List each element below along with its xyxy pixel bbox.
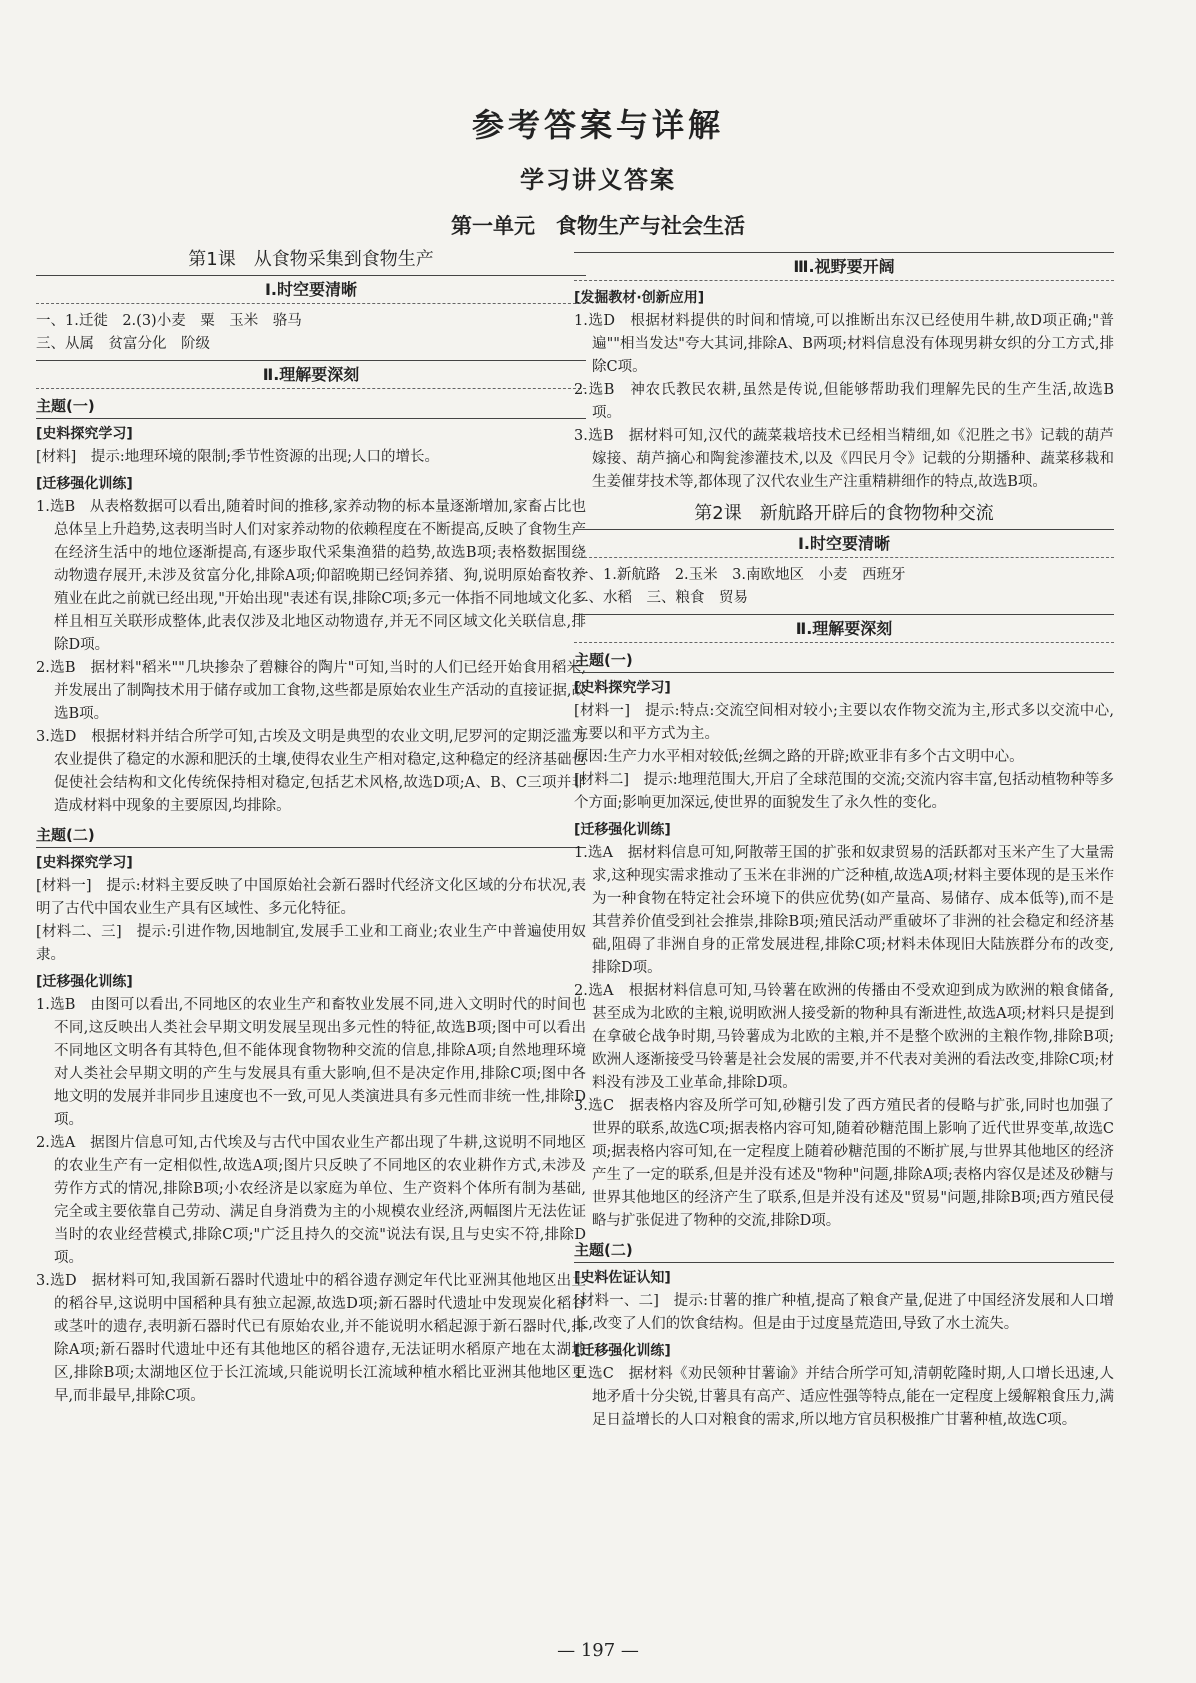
tag-label: [迁移强化训练] <box>574 1343 671 1359</box>
tag-label: [史料探究学习] <box>574 680 671 696</box>
topic-heading: 主题(一) <box>574 649 1114 673</box>
page-number: — 197 — <box>557 1640 639 1661</box>
tag-label: [迁移强化训练] <box>36 974 133 990</box>
page-subtitle: 学习讲义答案 <box>520 166 676 194</box>
section-timespace: Ⅰ.时空要清晰 <box>36 275 586 304</box>
answer-item: 2.选B 神农氏教民农耕,虽然是传说,但能够帮助我们理解先民的生产生活,故选B项。 <box>574 382 1114 421</box>
topic-heading: 主题(二) <box>36 824 586 848</box>
topic-heading: 主题(二) <box>574 1239 1114 1263</box>
answer-item: 3.选D 据材料可知,我国新石器时代遗址中的稻谷遗存测定年代比亚洲其他地区出土的稻谷早,这说明中国稻种具有独立起源,故选D项;新石器时代遗址中发现炭化稻谷或茎叶的遗存,表明新石器时代已有原始农业,并不能说明水稻起源于新石器时代,排除A项;新石器时代遗址中还有其他地区的稻谷遗存,无法证明水稻原产地在太湖地区,排除B项;太湖地区位于长江流域,只能说明长江流域种植水稻比亚洲其他地区更早,而非最早,排除C项。 <box>36 1273 586 1404</box>
tag-label: [迁移强化训练] <box>36 476 133 492</box>
material-hint: [材料] 提示:地理环境的限制;季节性资源的出现;人口的增长。 <box>36 449 439 465</box>
answer-item: 2.选A 据图片信息可知,古代埃及与古代中国农业生产都出现了牛耕,这说明不同地区的农业生产有一定相似性,故选A项;图片只反映了不同地区的农业耕作方式,未涉及劳作方式的情况,排除B项;小农经济是以家庭为单位、生产资料个体所有制为基础,完全或主要依靠自己劳动、满足自身消费为主的小规模农业经济,两幅图片无法佐证当时的农业经营模式,排除C项;"广泛且持久的交流"说法有误,且与史实不符,排除D项。 <box>36 1135 586 1266</box>
answer-line: 二、水稻 三、粮食 贸易 <box>574 590 748 606</box>
material-hint: [材料二、三] 提示:引进作物,因地制宜,发展手工业和工商业;农业生产中普遍使用奴隶。 <box>36 924 586 963</box>
answer-item: 1.选C 据材料《劝民领种甘薯谕》并结合所学可知,清朝乾隆时期,人口增长迅速,人地矛盾十分尖锐,甘薯具有高产、适应性强等特点,能在一定程度上缓解粮食压力,满足日益增长的人口对粮食的需求,所以地方官员积极推广甘薯种植,故选C项。 <box>574 1366 1114 1428</box>
unit-heading: 第一单元 食物生产与社会生活 <box>451 214 745 238</box>
answer-line: 一、1.迁徙 2.(3)小麦 粟 玉米 骆马 <box>36 313 302 329</box>
answer-item: 1.选B 从表格数据可以看出,随着时间的推移,家养动物的标本量逐渐增加,家畜占比也总体呈上升趋势,这表明当时人们对家养动物的依赖程度在不断提高,反映了食物生产在经济生活中的地位逐渐提高,有逐步取代采集渔猎的趋势,故选B项;表格数据围绕动物遗存展开,未涉及贫富分化,排除A项;仰韶晚期已经饲养猪、狗,说明原始畜牧养殖业在此之前就已经出现,"开始出现"表述有误,排除C项;多元一体指不同地域文化多样且相互关联形成整体,此表仅涉及北地区动物遗存,并无不同区域文化关联信息,排除D项。 <box>36 499 586 653</box>
topic-heading: 主题(一) <box>36 395 586 419</box>
material-hint: [材料二] 提示:地理范围大,开启了全球范围的交流;交流内容丰富,包括动植物种等多个方面;影响更加深远,使世界的面貌发生了永久性的变化。 <box>574 772 1114 811</box>
answer-item: 3.选B 据材料可知,汉代的蔬菜栽培技术已经相当精细,如《氾胜之书》记载的葫芦嫁接、葫芦摘心和陶瓮渗灌技术,以及《四民月令》记载的分期播种、蔬菜移栽和生姜催芽技术等,都体现了汉代农业生产注重精耕细作的特点,故选B项。 <box>574 428 1114 490</box>
section-understanding: Ⅱ.理解要深刻 <box>36 360 586 389</box>
answer-item: 1.选B 由图可以看出,不同地区的农业生产和畜牧业发展不同,进入文明时代的时间也不同,这反映出人类社会早期文明发展呈现出多元性的特征,故选B项;图中可以看出不同地区文明各有其特色,但不能体现食物物种交流的信息,排除A项;自然地理环境对人类社会早期文明的产生与发展具有重大影响,但不是决定作用,排除C项;图中各地文明的发展并非同步且速度也不一致,可见人类演进具有多元性而非统一性,排除D项。 <box>36 997 586 1128</box>
material-hint: 原因:生产力水平相对较低;丝绸之路的开辟;欧亚非有多个古文明中心。 <box>574 749 1024 765</box>
tag-label: [史料探究学习] <box>36 855 133 871</box>
material-hint: [材料一] 提示:特点:交流空间相对较小;主要以农作物交流为主,形式多以交流中心,主要以和平方式为主。 <box>574 703 1114 742</box>
tag-label: [迁移强化训练] <box>574 822 671 838</box>
lesson-2-heading: 第2课 新航路开辟后的食物物种交流 <box>694 503 994 524</box>
answer-line: 三、从属 贫富分化 阶级 <box>36 336 210 352</box>
answer-item: 1.选D 根据材料提供的时间和情境,可以推断出东汉已经使用牛耕,故D项正确;"普遍""相当发达"夸大其词,排除A、B两项;材料信息没有体现男耕女织的分工方式,排除C项。 <box>574 313 1114 375</box>
left-column <box>36 248 586 1408</box>
answer-item: 3.选C 据表格内容及所学可知,砂糖引发了西方殖民者的侵略与扩张,同时也加强了世界的联系,故选C项;据表格内容可知,随着砂糖范围上影响了近代世界变革,故选C项;据表格内容可知,在一定程度上随着砂糖范围的不断扩展,与世界其他地区的经济产生了一定的联系,但是并没有述及"物种"问题,排除A项;表格内容仅是述及砂糖与世界其他地区的经济产生了联系,但是并没有述及"贸易"问题,排除B项;西方殖民侵略与扩张促进了物种的交流,排除D项。 <box>574 1098 1114 1229</box>
lesson-1-heading: 第1课 从食物采集到食物生产 <box>188 249 434 270</box>
right-column <box>574 248 1114 1432</box>
page-title: 参考答案与详解 <box>471 106 724 144</box>
answer-item: 2.选A 根据材料信息可知,马铃薯在欧洲的传播由不受欢迎到成为欧洲的粮食储备,甚至成为北欧的主粮,说明欧洲人接受新的物种具有渐进性,故选A项;材料只是提到在拿破仑战争时期,马铃薯成为北欧的主粮,并不是整个欧洲的主粮作物,排除B项;欧洲人逐渐接受马铃薯是社会发展的需要,并不代表对美洲的看法改变,排除C项;材料没有涉及工业革命,排除D项。 <box>574 983 1114 1091</box>
answer-line: 一、1.新航路 2.玉米 3.南欧地区 小麦 西班牙 <box>574 567 906 583</box>
material-hint: [材料一] 提示:材料主要反映了中国原始社会新石器时代经济文化区域的分布状况,表明了古代中国农业生产具有区域性、多元化特征。 <box>36 878 586 917</box>
section-timespace: Ⅰ.时空要清晰 <box>574 529 1114 558</box>
tag-label: [史料佐证认知] <box>574 1270 671 1286</box>
answer-item: 2.选B 据材料"稻米""几块掺杂了碧糠谷的陶片"可知,当时的人们已经开始食用稻米,并发展出了制陶技术用于储存或加工食物,这些都是原始农业生产活动的直接证据,故选B项。 <box>36 660 586 722</box>
section-vision: Ⅲ.视野要开阔 <box>574 252 1114 281</box>
tag-label: [发掘教材·创新应用] <box>574 290 705 306</box>
answer-item: 3.选D 根据材料并结合所学可知,古埃及文明是典型的农业文明,尼罗河的定期泛滥为农业提供了稳定的水源和肥沃的土壤,使得农业生产相对稳定,这种稳定的经济基础也促使社会结构和文化传统保持相对稳定,包括艺术风格,故选D项;A、B、C三项并非造成材料中现象的主要原因,均排除。 <box>36 729 586 814</box>
material-hint: [材料一、二] 提示:甘薯的推广种植,提高了粮食产量,促进了中国经济发展和人口增长,改变了人们的饮食结构。但是由于过度垦荒造田,导致了水土流失。 <box>574 1293 1114 1332</box>
tag-label: [史料探究学习] <box>36 426 133 442</box>
answer-item: 1.选A 据材料信息可知,阿散蒂王国的扩张和奴隶贸易的活跃都对玉米产生了大量需求,这种现实需求推动了玉米在非洲的广泛种植,故选A项;材料主要体现的是玉米作为一种食物在特定社会环境下的供应优势(如产量高、易储存、成本低等),而不是其营养价值受到社会推崇,排除B项;殖民活动严重破坏了非洲的社会稳定和经济基础,阻碍了非洲自身的正常发展进程,排除C项;材料未体现旧大陆族群分布的改变,排除D项。 <box>574 845 1114 976</box>
section-understanding: Ⅱ.理解要深刻 <box>574 614 1114 643</box>
